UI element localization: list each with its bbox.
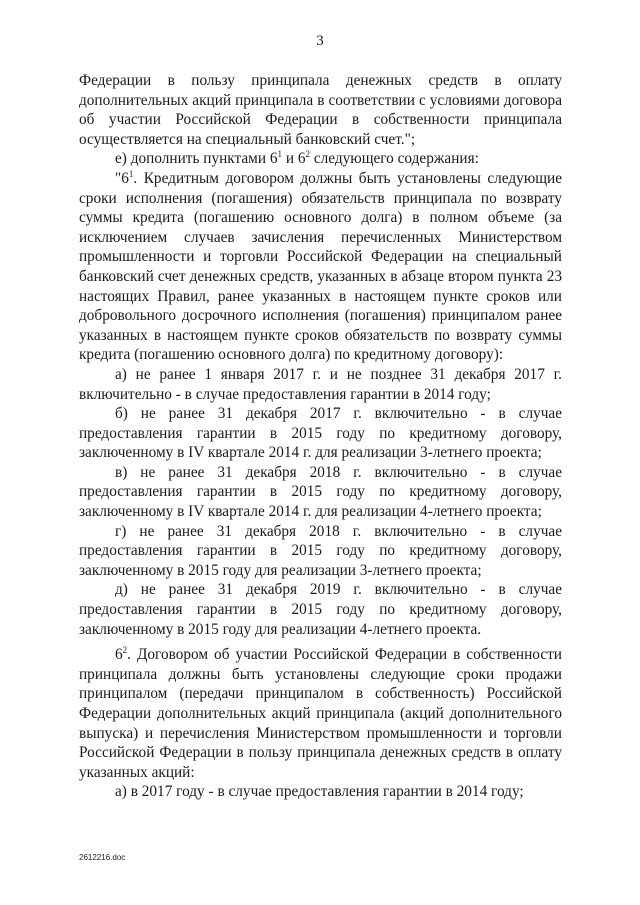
page-number: 3 bbox=[316, 33, 324, 49]
list-item-v: в) не ранее 31 декабря 2018 г. включительно - в случае предоставления гарантии в 2015 году по кредитному договору, заключенному в IV квартале 2014 г. для реализации 4-летнего проекта; bbox=[79, 463, 562, 521]
paragraph-amendment-e: е) дополнить пунктами $6^1$ и $6^2$ следующего содержания: bbox=[115, 149, 479, 168]
paragraph-continuation: Федерации в пользу принципала денежных средств в оплату дополнительных акций принципала в соответствии с условиями договора об участии Российской Федерации в собственности принципала осуществляется на специальный банковский счет."; bbox=[79, 72, 562, 148]
list-item-a: а) не ранее 1 января 2017 г. и не позднее 31 декабря 2017 г. включительно - в случае предоставления гарантии в 2014 году; bbox=[79, 365, 562, 403]
list-item-d: д) не ранее 31 декабря 2019 г. включительно - в случае предоставления гарантии в 2015 году по кредитному договору, заключенному в 2015 году для реализации 4-летнего проекта. bbox=[79, 581, 562, 638]
list-item-a-2017: а) в 2017 году - в случае предоставления гарантии в 2014 году; bbox=[115, 783, 524, 801]
list-item-b: б) не ранее 31 декабря 2017 г. включительно - в случае предоставления гарантии в 2015 году по кредитному договору, заключенному в IV квартале 2014 г. для реализации 3-летнего проекта; bbox=[79, 405, 562, 462]
paragraph-point-6-1: "$6^1$. Кредитным договором должны быть установлены следующие сроки исполнения (погашения) обязательств принципала по возврату суммы кредита (погашению основного долга) в полном объеме (за исключением случаев зачисления перечисленных Министерством промышленности и торговли Российской Федерации на специальный банковский счет денежных средств, указанных в абзаце втором пункта 23 настоящих Правил, ранее указанных в настоящем пункте сроков или добровольного досрочного исполнения (погашения) принципалом ранее указанных в настоящем пункте сроков обязательств по возврату суммы кредита (погашению основного долга) по кредитному договору): bbox=[79, 168, 562, 364]
list-item-g: г) не ранее 31 декабря 2018 г. включительно - в случае предоставления гарантии в 2015 году по кредитному договору, заключенному в 2015 году для реализации 3-летнего проекта; bbox=[79, 522, 562, 579]
paragraph-point-6-2: $6^2$. Договором об участии Российской Федерации в собственности принципала должны быть установлены следующие сроки продажи принципалом (передачи принципалом в собственность) Российской Федерации дополнительных акций принципала (акций дополнительного выпуска) и перечисления Министерством промышленности и торговли Российской Федерации в пользу принципала денежных средств в оплату указанных акций: bbox=[79, 645, 562, 781]
footer-filename: 2612216.doc bbox=[79, 853, 126, 862]
document-body bbox=[79, 71, 562, 802]
